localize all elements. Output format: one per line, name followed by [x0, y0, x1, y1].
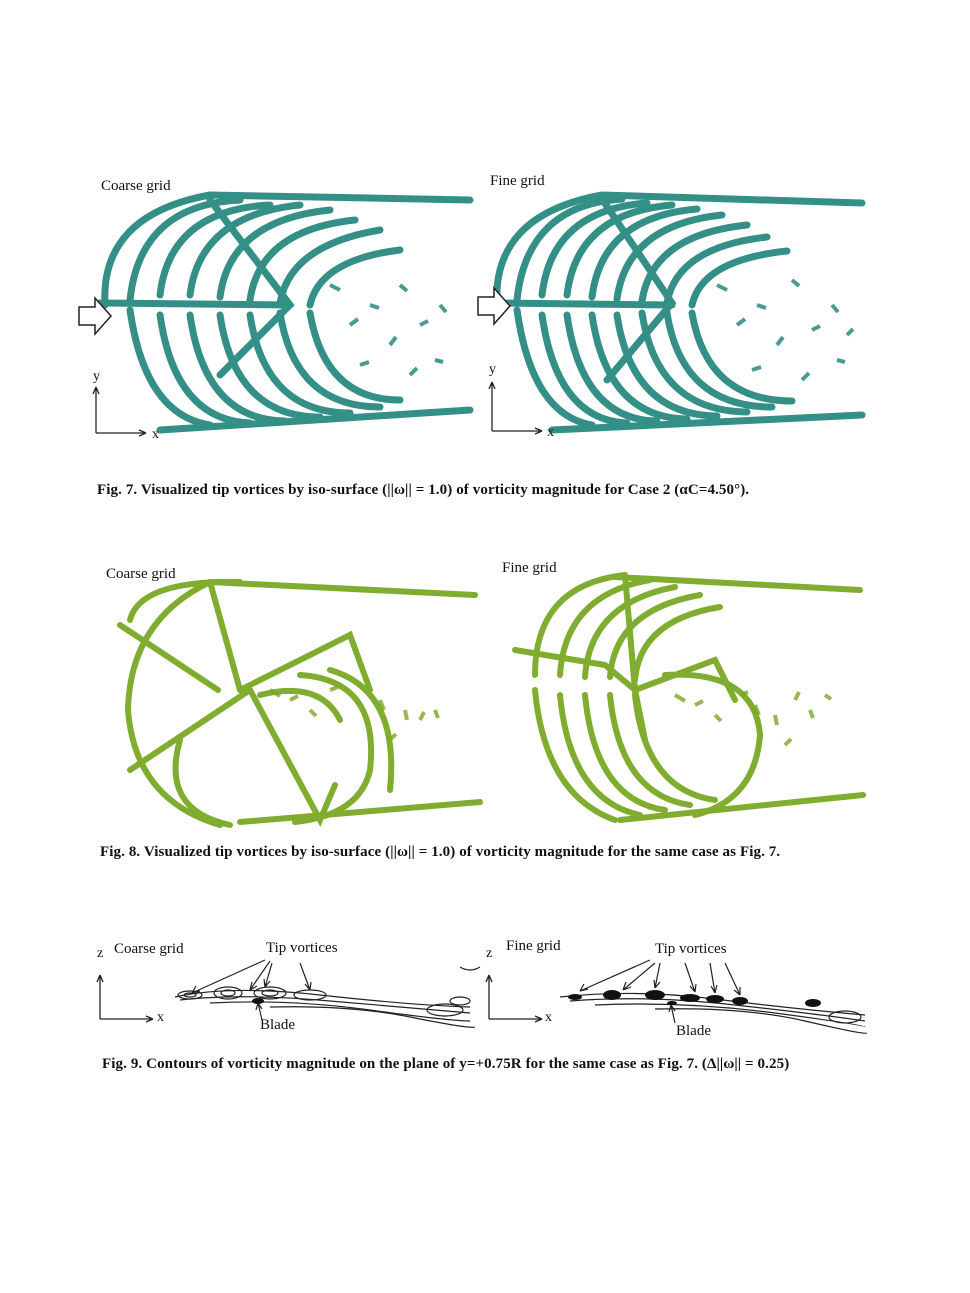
- fig9-coarse-axes: [95, 972, 160, 1022]
- fig7-fine-axis-y-label: y: [489, 362, 496, 377]
- fig8-coarse-vortex-image: [120, 570, 490, 830]
- fig9-coarse-blade-label: Blade: [260, 1017, 295, 1033]
- fig9-coarse-axis-z-label: z: [97, 946, 104, 961]
- fig9-caption: Fig. 9. Contours of vorticity magnitude on the plane of y=+0.75R for the same case as Fig. 7. (Δ||ω|| = 0.25): [102, 1056, 790, 1072]
- fig8-caption: Fig. 8. Visualized tip vortices by iso-surface (||ω|| = 1.0) of vorticity magnitude for the same case as Fig. 7.: [100, 844, 781, 860]
- fig9-coarse-panel-label: Coarse grid: [114, 941, 184, 957]
- fig9-fine-axis-z-label: z: [486, 946, 493, 961]
- fig9-fine-panel-label: Fine grid: [506, 938, 561, 954]
- fig7-coarse-axis-x-label: x: [152, 427, 159, 442]
- fig9-fine-tip-vortices-label: Tip vortices: [655, 941, 727, 957]
- fig8-panel-coarse-label: Coarse grid: [106, 566, 176, 582]
- fig9-fine-blade-label: Blade: [676, 1023, 711, 1039]
- fig7-fine-axis-x-label: x: [547, 425, 554, 440]
- fig7-flow-arrow-left: [78, 297, 112, 335]
- fig7-coarse-axis-y-label: y: [93, 369, 100, 384]
- fig9-coarse-contour-plot: [170, 955, 480, 1035]
- fig8-fine-vortex-image: [505, 565, 870, 830]
- fig7-flow-arrow-right: [477, 287, 511, 325]
- fig7-coarse-axes: [90, 383, 150, 435]
- fig7-panel-coarse-label: Coarse grid: [101, 178, 171, 194]
- fig8-panel-fine-label: Fine grid: [502, 560, 557, 576]
- fig9-fine-axis-x-label: x: [545, 1010, 552, 1025]
- fig7-caption: Fig. 7. Visualized tip vortices by iso-surface (||ω|| = 1.0) of vorticity magnitude for Case 2 (αC=4.50°).: [97, 482, 750, 498]
- fig7-fine-axes: [486, 378, 546, 433]
- fig7-fine-vortex-image: [492, 185, 867, 445]
- fig9-fine-axes: [484, 972, 549, 1022]
- fig7-panel-fine-label: Fine grid: [490, 173, 545, 189]
- fig9-fine-contour-plot: [555, 955, 870, 1040]
- fig7-coarse-vortex-image: [100, 185, 475, 445]
- fig9-coarse-tip-vortices-label: Tip vortices: [266, 940, 338, 956]
- fig9-coarse-axis-x-label: x: [157, 1010, 164, 1025]
